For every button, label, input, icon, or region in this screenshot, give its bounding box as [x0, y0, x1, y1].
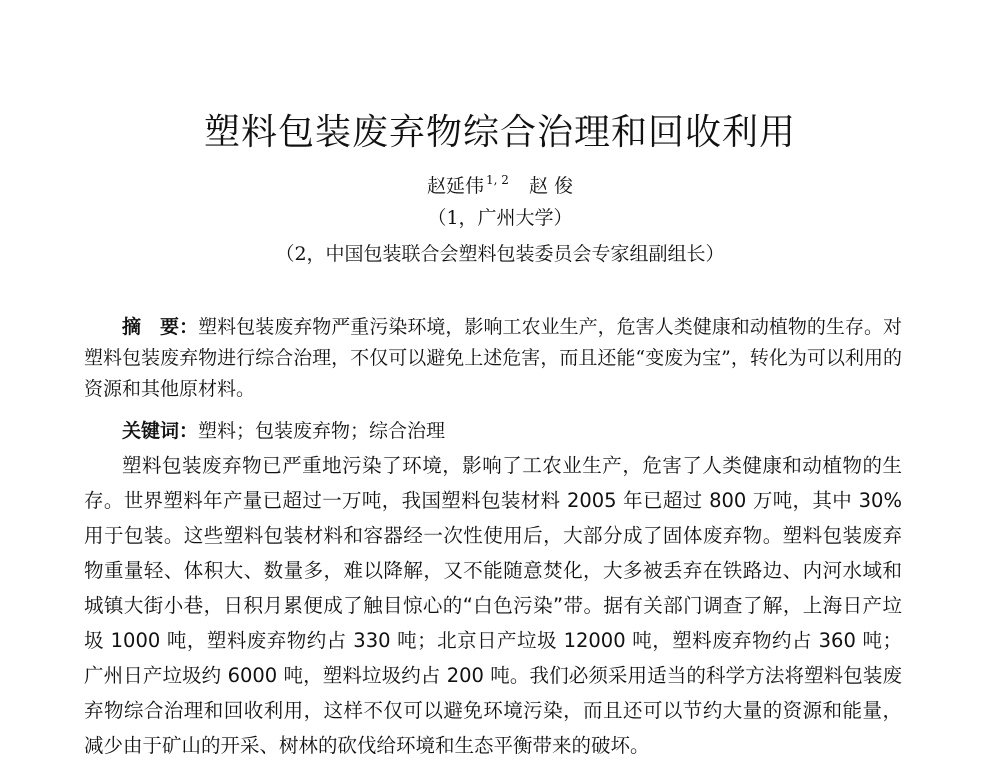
author-name: 赵 俊: [528, 175, 573, 197]
author-line: [0, 166, 1000, 200]
body-paragraph: 塑料包装废弃物已严重地污染了环境，影响了工农业生产，危害了人类健康和动植物的生存。世界塑料年产量已超过一万吨，我国塑料包装材料 2005 年已超过 800 万吨，其中 30% 用于包装。这些塑料包装材料和容器经一次性使用后，大部分成了固体废弃物。塑料包装废弃物重量轻、体积大、数量多，难以降解，又不能随意焚化，大多被丢弃在铁路边、内河水域和城镇大街小巷，日积月累便成了触目惊心的“白色污染”带。据有关部门调查了解，上海日产垃圾 1000 吨，塑料废弃物约占 330 吨；北京日产垃圾 12000 吨，塑料废弃物约占 360 吨；广州日产垃圾约 6000 吨，塑料垃圾约占 200 吨。我们必须采用适当的科学方法将塑料包装废弃物综合治理和回收利用，这样不仅可以避免环境污染，而且还可以节约大量的资源和能量，减少由于矿山的开采、树林的砍伐给环境和生态平衡带来的破坏。: [84, 454, 902, 757]
author-name: 赵延伟: [427, 175, 485, 197]
keywords-text: 塑料；包装废弃物；综合治理: [198, 420, 446, 442]
abstract-text: 塑料包装废弃物严重污染环境，影响工农业生产，危害人类健康和动植物的生存。对塑料包装废弃物进行综合治理，不仅可以避免上述危害，而且还能“变废为宝”，转化为可以利用的资源和其他原材料。: [84, 316, 902, 400]
affiliation-1: （1，广州大学）: [427, 207, 573, 229]
abstract: [84, 312, 902, 405]
keywords: [84, 416, 902, 447]
abstract-label: 摘 要：: [122, 316, 199, 338]
paper-title: 塑料包装废弃物综合治理和回收利用: [203, 112, 796, 153]
affiliation-2: （2，中国包装联合会塑料包装委员会专家组副组长）: [275, 243, 725, 265]
author-affiliation-marker: 1, 2: [486, 173, 509, 187]
keywords-label: 关键词：: [122, 420, 199, 442]
